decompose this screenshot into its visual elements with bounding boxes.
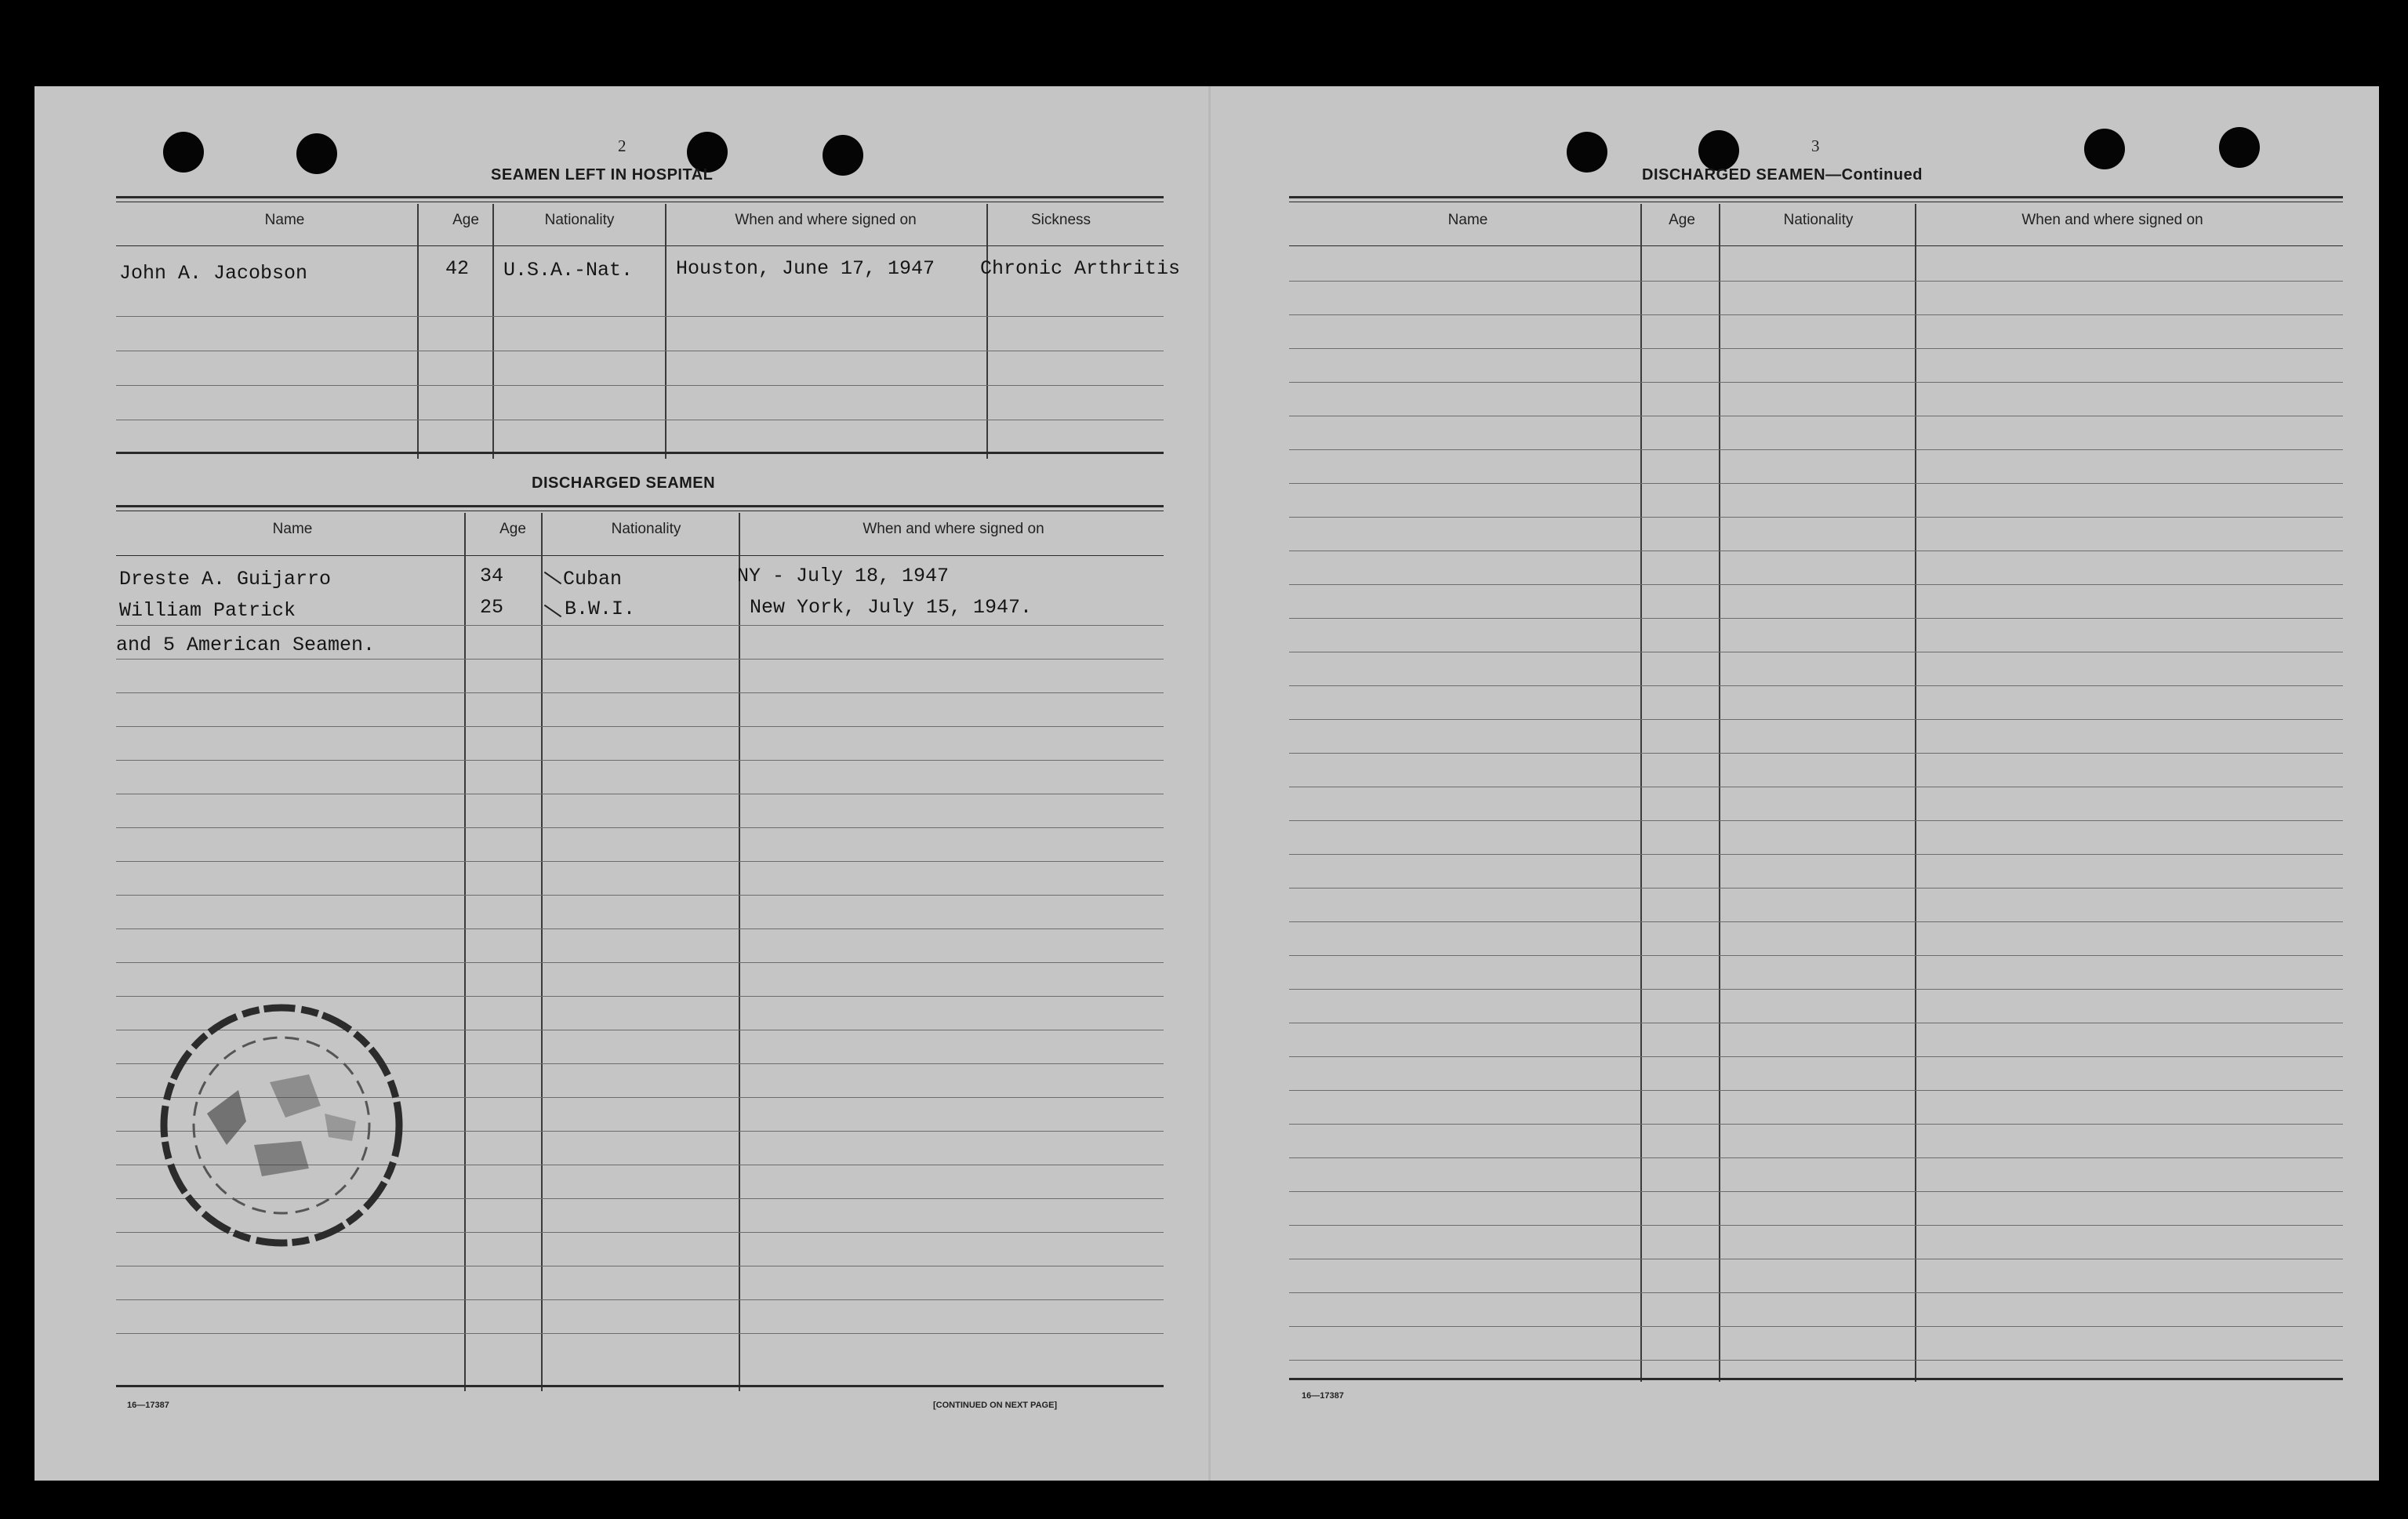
ruled-line: [1289, 618, 2343, 619]
ruled-line: [1289, 1157, 2343, 1158]
form-number: 16—17387: [127, 1401, 169, 1410]
header-underline: [116, 245, 1164, 246]
check-mark: [544, 572, 561, 585]
ruled-line: [1289, 348, 2343, 349]
ruled-line: [116, 827, 1164, 828]
seaman-name: John A. Jacobson: [119, 262, 308, 285]
ruled-line: [1289, 854, 2343, 855]
ruled-line: [1289, 517, 2343, 518]
table-top-rule: [116, 505, 1164, 507]
column-divider: [1915, 204, 1916, 1382]
table-bottom-rule: [1289, 1378, 2343, 1380]
ruled-line: [116, 1333, 1164, 1334]
page-fold: [1208, 86, 1211, 1481]
punch-hole: [163, 132, 204, 173]
column-header-name: Name: [264, 212, 305, 228]
column-header-signed-on: When and where signed on: [863, 521, 1044, 537]
ruled-line: [116, 861, 1164, 862]
seaman-name: William Patrick: [119, 599, 296, 622]
ruled-line: [116, 726, 1164, 727]
column-divider: [464, 513, 466, 1391]
table-bottom-rule: [116, 1385, 1164, 1387]
ruled-line: [116, 316, 1164, 317]
ruled-line: [1289, 1292, 2343, 1293]
ruled-line: [116, 895, 1164, 896]
header-underline: [1289, 245, 2343, 246]
punch-hole: [2219, 127, 2260, 168]
ruled-line: [116, 385, 1164, 386]
ruled-line: [116, 928, 1164, 929]
check-mark: [544, 605, 561, 618]
punch-hole: [1698, 130, 1739, 171]
continued-note: [CONTINUED ON NEXT PAGE]: [933, 1401, 1058, 1410]
title-suffix: —Continued: [1825, 166, 1923, 184]
ruled-line: [116, 760, 1164, 761]
ruled-line: [116, 659, 1164, 660]
ruled-line: [1289, 584, 2343, 585]
ruled-line: [116, 625, 1164, 626]
ruled-line: [1289, 1090, 2343, 1091]
form-number: 16—17387: [1302, 1391, 1344, 1401]
ruled-line: [1289, 989, 2343, 990]
column-header-age: Age: [1669, 212, 1695, 228]
page-number: 2: [618, 136, 627, 155]
page-number: 3: [1811, 136, 1820, 155]
ruled-line: [116, 692, 1164, 693]
seaman-name: and 5 American Seamen.: [116, 634, 376, 656]
punch-hole: [2084, 129, 2125, 169]
punch-hole: [1567, 132, 1607, 173]
ruled-line: [1289, 1360, 2343, 1361]
column-divider: [417, 204, 419, 459]
ruled-line: [116, 1299, 1164, 1300]
column-divider: [1640, 204, 1642, 1382]
circular-stamp-seal: [152, 996, 411, 1255]
column-divider: [739, 513, 740, 1391]
punch-hole: [296, 133, 337, 174]
document-sheet: [35, 86, 2379, 1481]
ruled-line: [1289, 1326, 2343, 1327]
ruled-line: [1289, 719, 2343, 720]
column-divider: [665, 204, 666, 459]
seaman-age: 25: [480, 596, 504, 619]
hospital-section-title: SEAMEN LEFT IN HOSPITAL: [491, 166, 714, 184]
header-underline: [116, 555, 1164, 556]
seaman-signed-on: NY - July 18, 1947: [737, 565, 950, 587]
column-header-signed-on: When and where signed on: [2021, 212, 2203, 228]
ruled-line: [1289, 483, 2343, 484]
table-bottom-rule: [116, 452, 1164, 454]
ruled-line: [1289, 753, 2343, 754]
column-header-signed-on: When and where signed on: [735, 212, 917, 228]
ruled-line: [1289, 314, 2343, 315]
ruled-line: [1289, 281, 2343, 282]
column-divider: [986, 204, 988, 459]
punch-hole: [823, 135, 863, 176]
column-header-sickness: Sickness: [1030, 212, 1091, 228]
ruled-line: [1289, 955, 2343, 956]
seaman-name: Dreste A. Guijarro: [119, 568, 332, 591]
ruled-line: [1289, 449, 2343, 450]
ruled-line: [1289, 1225, 2343, 1226]
ruled-line: [1289, 820, 2343, 821]
column-header-nationality: Nationality: [544, 212, 615, 228]
column-header-age: Age: [452, 212, 479, 228]
column-divider: [492, 204, 494, 459]
discharged-continued-title: [1642, 166, 1923, 184]
seaman-age: 42: [445, 257, 470, 280]
column-header-nationality: Nationality: [1783, 212, 1854, 228]
seaman-signed-on: Houston, June 17, 1947: [676, 257, 935, 280]
ruled-line: [1289, 1056, 2343, 1057]
ruled-line: [1289, 685, 2343, 686]
title-main: DISCHARGED SEAMEN: [1642, 166, 1826, 184]
ruled-line: [1289, 1124, 2343, 1125]
ruled-line: [1289, 1191, 2343, 1192]
column-header-nationality: Nationality: [611, 521, 681, 537]
discharged-section-title: DISCHARGED SEAMEN: [532, 474, 716, 492]
ruled-line: [1289, 921, 2343, 922]
seaman-nationality: Cuban: [563, 568, 623, 591]
seaman-nationality: B.W.I.: [565, 598, 636, 620]
column-divider: [1719, 204, 1720, 1382]
seaman-signed-on: New York, July 15, 1947.: [750, 596, 1033, 619]
column-divider: [541, 513, 543, 1391]
seaman-age: 34: [480, 565, 504, 587]
seaman-nationality: U.S.A.-Nat.: [503, 259, 634, 282]
ruled-line: [116, 962, 1164, 963]
column-header-name: Name: [1447, 212, 1488, 228]
ruled-line: [1289, 382, 2343, 383]
column-header-age: Age: [499, 521, 526, 537]
ruled-line: [1289, 888, 2343, 889]
table-top-rule: [1289, 196, 2343, 198]
column-header-name: Name: [272, 521, 313, 537]
table-top-rule: [116, 196, 1164, 198]
seaman-sickness: Chronic Arthritis: [980, 257, 1181, 280]
